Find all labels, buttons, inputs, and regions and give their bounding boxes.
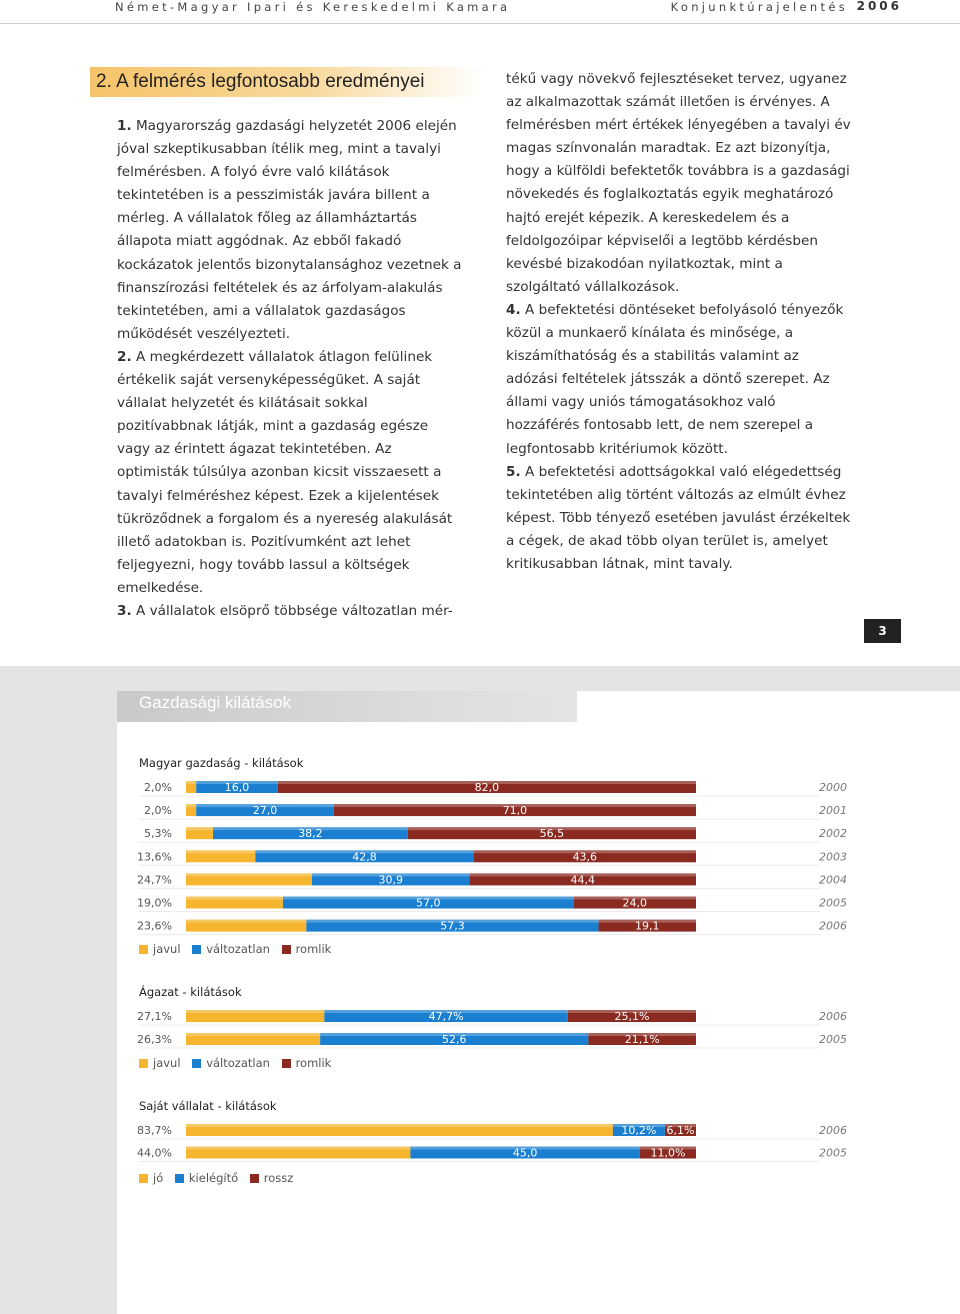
paragraph-text: A befektetési döntéseket befolyásoló tényezők közül a munkaerő kínálata és minősége, a kiszámíthatóság és a stabilitás valamint az adózási feltételek játsszák a döntő szerepet. Az állami vagy uniós támogatásokhoz való hozzáférés fontosabb lett, de nem szerepel a legfontosabb kritériumok között. — [506, 301, 844, 457]
data-label: 24,7% — [137, 873, 172, 887]
panel-title: Gazdasági kilátások — [139, 693, 292, 712]
data-label: 26,3% — [137, 1033, 172, 1046]
chart-1-title: Magyar gazdaság - kilátások — [139, 756, 304, 770]
paragraph-number: 1. — [117, 118, 132, 134]
header-year: 2006 — [856, 0, 902, 13]
legend-item-valtozatlan — [192, 1056, 270, 1070]
data-label: 27,1% — [137, 1010, 172, 1023]
bar-highlight — [186, 1033, 320, 1036]
legend-swatch — [139, 1059, 148, 1068]
data-label: 71,0 — [502, 804, 528, 818]
data-label: 43,6 — [572, 850, 598, 864]
category-label: 2006 — [819, 919, 847, 933]
data-label: 38,2 — [298, 827, 323, 841]
data-label: 5,3% — [144, 827, 172, 841]
data-label: 52,6 — [442, 1033, 467, 1046]
legend-label: változatlan — [206, 1056, 270, 1070]
bar-highlight — [186, 1124, 613, 1127]
legend-item-valtozatlan — [192, 942, 270, 956]
data-label: 19,0% — [137, 896, 172, 910]
data-label: 2,0% — [144, 804, 172, 818]
legend-label: rossz — [263, 1171, 294, 1185]
data-label: 13,6% — [137, 850, 172, 864]
paragraph-number: 3. — [117, 602, 132, 619]
data-label: 57,3 — [440, 919, 465, 933]
data-label: 2,0% — [144, 781, 172, 794]
data-label: 57,0 — [416, 896, 441, 910]
data-label: 25,1% — [614, 1010, 650, 1023]
bar-highlight — [186, 850, 255, 853]
legend-label: romlik — [295, 1056, 332, 1070]
data-label: 82,0 — [474, 781, 500, 794]
data-label: 11,0% — [650, 1146, 686, 1160]
chart-3-title: Saját vállalat - kilátások — [139, 1099, 277, 1113]
category-label: 2005 — [819, 1033, 847, 1046]
paragraph-text: A befektetési adottságokkal való elégedettség tekintetében alig történt változás az elmúlt évhez képest. Több tényező esetében javulást érzékeltek a cégek, de akad több olyan terület is, amelyet kritikusabban látnak, mint tavaly. — [506, 463, 851, 572]
data-label: 19,1 — [635, 919, 660, 933]
data-label: 30,9 — [378, 873, 404, 887]
legend-item-javul — [139, 1056, 181, 1070]
legend-swatch — [139, 1174, 148, 1183]
bar-highlight — [186, 920, 306, 923]
legend-label: javul — [153, 1056, 181, 1070]
bar-highlight — [186, 804, 196, 807]
data-label: 56,5 — [539, 827, 565, 841]
legend-item-romlik — [282, 942, 332, 956]
data-label: 83,7% — [137, 1124, 172, 1137]
data-label: 16,0 — [224, 781, 250, 794]
category-label: 2002 — [819, 827, 847, 841]
paragraph-text: A megkérdezett vállalatok átlagon felülinek értékelik saját versenyképességüket. A saját vállalat helyzetét és kilátásait sokkal pozitívabbnak látják, mint a gazdaság egésze vagy az érintett ágazat tekintetében. Az optimisták túlsúlya azonban kicsit visszaesett a tavalyi felméréshez képest. Ezek a kijelentések tükröződnek a forgalom és a nyereség alakulását illető adatokban is. Pozitívumként azt lehet feljegyezni, hogy tovább lassul a költségek emelkedése. — [117, 348, 453, 596]
legend-label: javul — [153, 942, 181, 956]
chart-2-title: Ágazat - kilátások — [139, 985, 242, 999]
category-label: 2004 — [819, 873, 847, 887]
legend-label: jó — [153, 1171, 164, 1185]
legend-item-jo — [139, 1171, 163, 1185]
category-label: 2006 — [819, 1010, 847, 1023]
data-label: 44,4 — [570, 873, 596, 887]
data-label: 45,0 — [512, 1146, 538, 1160]
bar-highlight — [186, 897, 283, 900]
category-label: 2005 — [819, 896, 847, 910]
legend-label: kielégítő — [188, 1171, 239, 1185]
data-label: 23,6% — [137, 919, 172, 933]
header-organization: Német-Magyar Ipari és Kereskedelmi Kamara — [115, 0, 511, 14]
paragraph-number: 5. — [506, 463, 521, 480]
bar-highlight — [186, 1147, 410, 1150]
data-label: 42,8 — [352, 850, 377, 864]
data-label: 6,1% — [666, 1124, 695, 1137]
paragraph-number: 4. — [506, 301, 521, 318]
legend-swatch — [250, 1174, 259, 1183]
paragraph-text: tékű vagy növekvő fejlesztéseket tervez, ugyanez az alkalmazottak számát illetően is érvényes. A felmérésben mért értékek lényegében a tavalyi év magas színvonalán maradtak. Ez azt bizonyítja, hogy a külföldi befektetők továbbra is a gazdasági növekedés és foglalkoztatás egyik meghatározó hajtó erejét képezik. A kereskedelem és a feldolgozóipar képviselői a legtöbb kérdésben kevésbé bizakodóan nyilatkoztak, mint a szolgáltató vállalkozások. — [506, 71, 851, 295]
bar-highlight — [186, 781, 196, 784]
legend-item-romlik — [282, 1056, 332, 1070]
chart-1-legend — [139, 942, 339, 956]
paragraph-number: 2. — [117, 348, 132, 365]
paragraph-text: A vállalatok elsöprő többsége változatlan mér- — [131, 602, 453, 619]
legend-swatch — [192, 945, 201, 954]
category-label: 2005 — [819, 1146, 847, 1160]
legend-swatch — [282, 1059, 291, 1068]
bar-highlight — [186, 827, 213, 830]
section-title: 2. A felmérés legfontosabb eredményei — [96, 71, 425, 92]
header-report-title: Konjunktúrajelentés — [670, 0, 848, 14]
legend-item-rossz — [250, 1171, 294, 1185]
paragraph-text: Magyarország gazdasági helyzetét 2006 elején jóval szkeptikusabban ítélik meg, mint a tavalyi felmérésben. A folyó évre való kilátások tekintetében is a pesszimisták javára billent a mérleg. A vállalatok főleg az államháztartás állapota miatt aggódnak. Az ebből fakadó kockázatok jelentős bizonytalansághoz vezetnek a finanszírozási feltételek és az árfolyam-alakulás tekintetében, ami a vállalatok gazdaságos működését veszélyezteti. — [117, 118, 462, 342]
data-label: 44,0% — [137, 1146, 172, 1160]
legend-item-javul — [139, 942, 181, 956]
legend-label: változatlan — [206, 942, 270, 956]
legend-label: romlik — [295, 942, 332, 956]
data-label: 27,0 — [252, 804, 278, 818]
legend-swatch — [139, 945, 148, 954]
category-label: 2003 — [819, 850, 847, 864]
bar-highlight — [186, 873, 312, 876]
chart-2-legend — [139, 1056, 339, 1070]
data-label: 47,7% — [428, 1010, 464, 1023]
category-label: 2000 — [819, 781, 847, 794]
category-label: 2006 — [819, 1124, 847, 1137]
legend-swatch — [175, 1174, 184, 1183]
category-label: 2001 — [819, 804, 847, 818]
data-label: 10,2% — [621, 1124, 657, 1137]
page-number: 3 — [864, 619, 901, 643]
data-label: 21,1% — [624, 1033, 660, 1046]
chart-3-legend — [139, 1171, 301, 1185]
legend-item-kielegito — [175, 1171, 238, 1185]
legend-swatch — [192, 1059, 201, 1068]
bar-highlight — [186, 1010, 324, 1013]
data-label: 24,0 — [622, 896, 648, 910]
legend-swatch — [282, 945, 291, 954]
